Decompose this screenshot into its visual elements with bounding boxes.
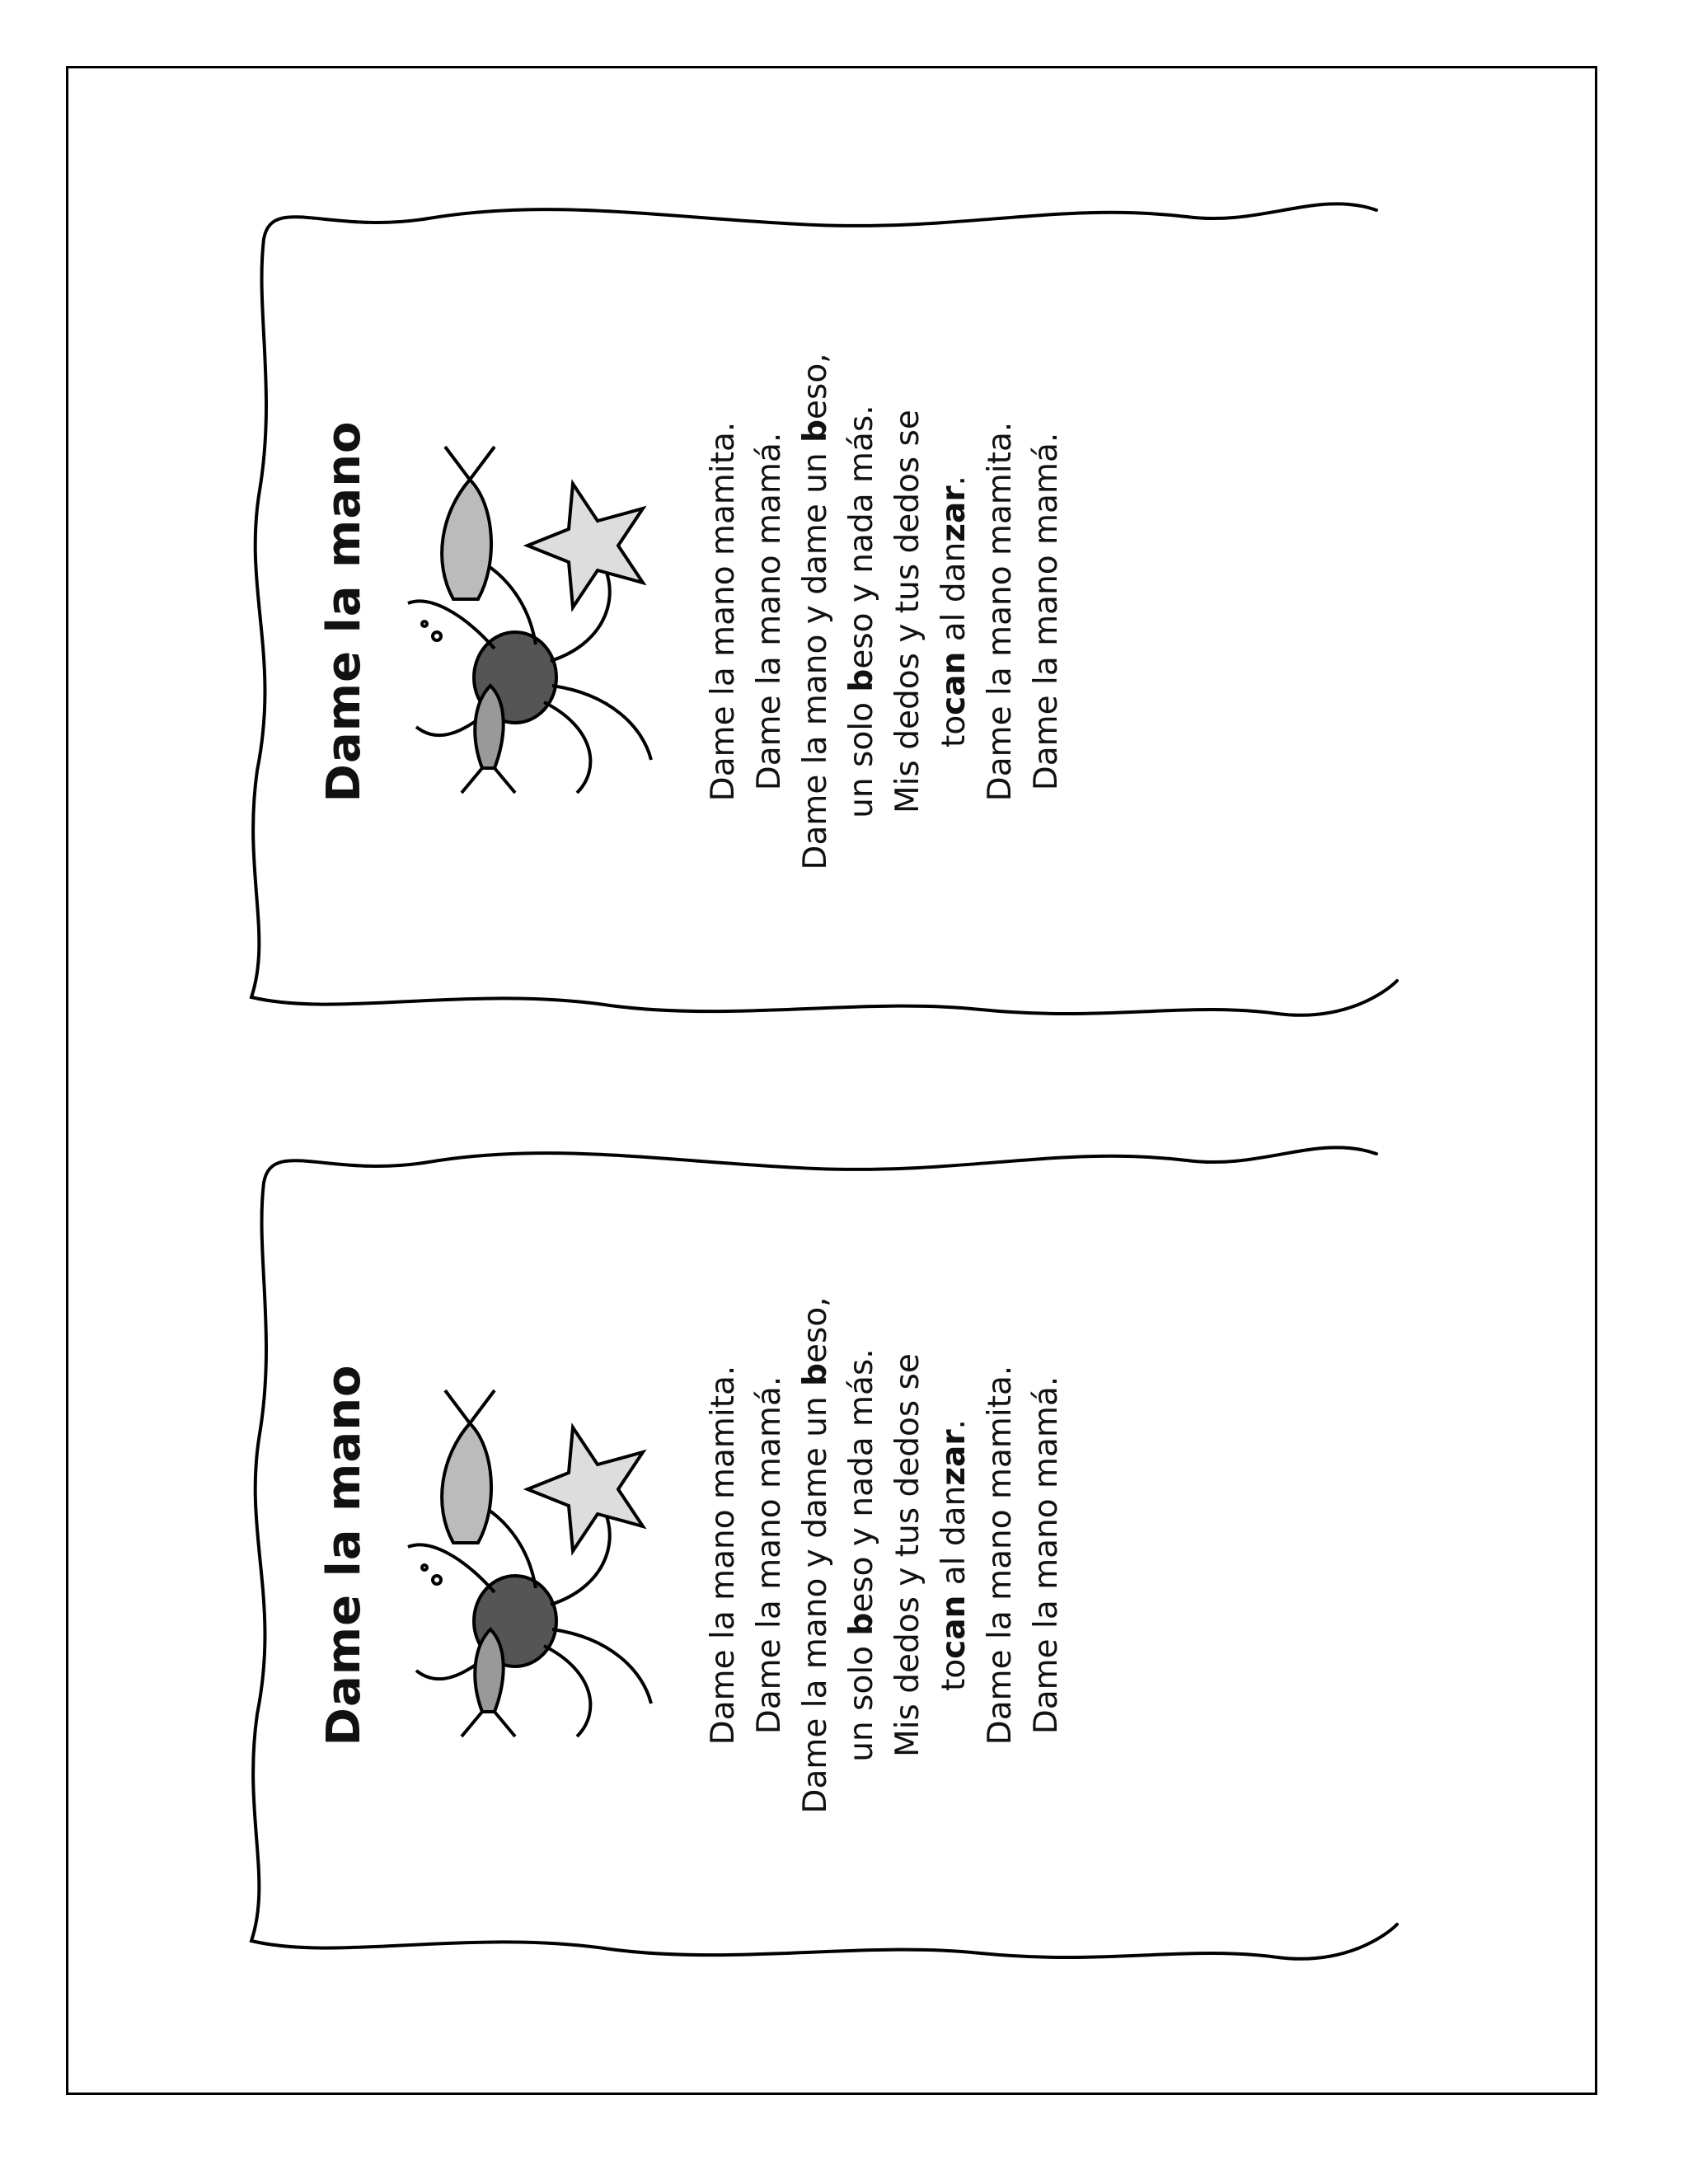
poem-segment: Mis dedos y tus dedos se bbox=[889, 1353, 926, 1757]
poem-bold-segment: can bbox=[935, 1595, 973, 1659]
poem-line bbox=[747, 1184, 793, 1926]
poem-card-top bbox=[239, 194, 1409, 1030]
poem-line bbox=[1024, 241, 1070, 982]
poem-segment: Dame la mano mamita. bbox=[705, 1365, 742, 1746]
poem-line bbox=[978, 1184, 1024, 1926]
poem-segment: . bbox=[935, 1419, 973, 1430]
poem-segment: Dame la mano mamita. bbox=[705, 421, 742, 802]
poem-segment: eso y nada más. bbox=[843, 405, 880, 669]
poem-bold-segment: b bbox=[843, 1612, 880, 1636]
poem-segment: un solo bbox=[843, 1635, 880, 1762]
poem-card-bottom bbox=[239, 1137, 1409, 1974]
poem-line bbox=[931, 241, 978, 982]
poem-segment: eso y nada más. bbox=[843, 1348, 880, 1613]
poem-segment: eso, bbox=[797, 1296, 834, 1363]
poem-line bbox=[885, 1184, 931, 1926]
poem-segment: Dame la mano mamita. bbox=[982, 1365, 1019, 1746]
poem-title: Dame la mano bbox=[317, 420, 371, 803]
poem-line bbox=[701, 1184, 747, 1926]
poem-segment: un solo bbox=[843, 691, 880, 818]
poem-line bbox=[978, 241, 1024, 982]
poem-bold-segment: zar bbox=[935, 485, 973, 542]
poem-segment: Mis dedos y tus dedos se bbox=[889, 410, 926, 813]
sea-creatures-illustration bbox=[404, 1382, 676, 1745]
poem-segment: Dame la mano mamá. bbox=[751, 432, 788, 791]
poem-line bbox=[793, 241, 839, 982]
poem-line bbox=[931, 1184, 978, 1926]
poem-title: Dame la mano bbox=[317, 1364, 371, 1746]
poem-line bbox=[747, 241, 793, 982]
poem-segment: al dan bbox=[935, 541, 973, 652]
poem-segment: Dame la mano mamá. bbox=[1028, 432, 1065, 791]
poem-line bbox=[839, 241, 885, 982]
poem-segment: Dame la mano mamá. bbox=[751, 1376, 788, 1735]
poem-bold-segment: b bbox=[797, 419, 834, 443]
poem-line bbox=[1024, 1184, 1070, 1926]
card-content bbox=[239, 199, 1409, 1024]
poem-segment: Dame la mano y dame un bbox=[797, 442, 834, 870]
poem-line bbox=[793, 1184, 839, 1926]
poem-line bbox=[885, 241, 931, 982]
poem-segment: . bbox=[935, 476, 973, 486]
poem-segment: to bbox=[935, 715, 973, 748]
poem-text bbox=[701, 1184, 1070, 1926]
poem-segment: Dame la mano mamá. bbox=[1028, 1376, 1065, 1735]
poem-line bbox=[839, 1184, 885, 1926]
sea-creatures-illustration bbox=[404, 438, 676, 801]
poem-bold-segment: b bbox=[843, 668, 880, 692]
poem-bold-segment: b bbox=[797, 1363, 834, 1386]
poem-segment: Dame la mano y dame un bbox=[797, 1385, 834, 1814]
poem-bold-segment: zar bbox=[935, 1429, 973, 1486]
poem-bold-segment: can bbox=[935, 651, 973, 715]
card-content bbox=[239, 1143, 1409, 1967]
poem-segment: to bbox=[935, 1658, 973, 1691]
poem-segment: eso, bbox=[797, 353, 834, 419]
poem-segment: al dan bbox=[935, 1485, 973, 1596]
poem-text bbox=[701, 241, 1070, 982]
poem-line bbox=[701, 241, 747, 982]
poem-segment: Dame la mano mamita. bbox=[982, 421, 1019, 802]
